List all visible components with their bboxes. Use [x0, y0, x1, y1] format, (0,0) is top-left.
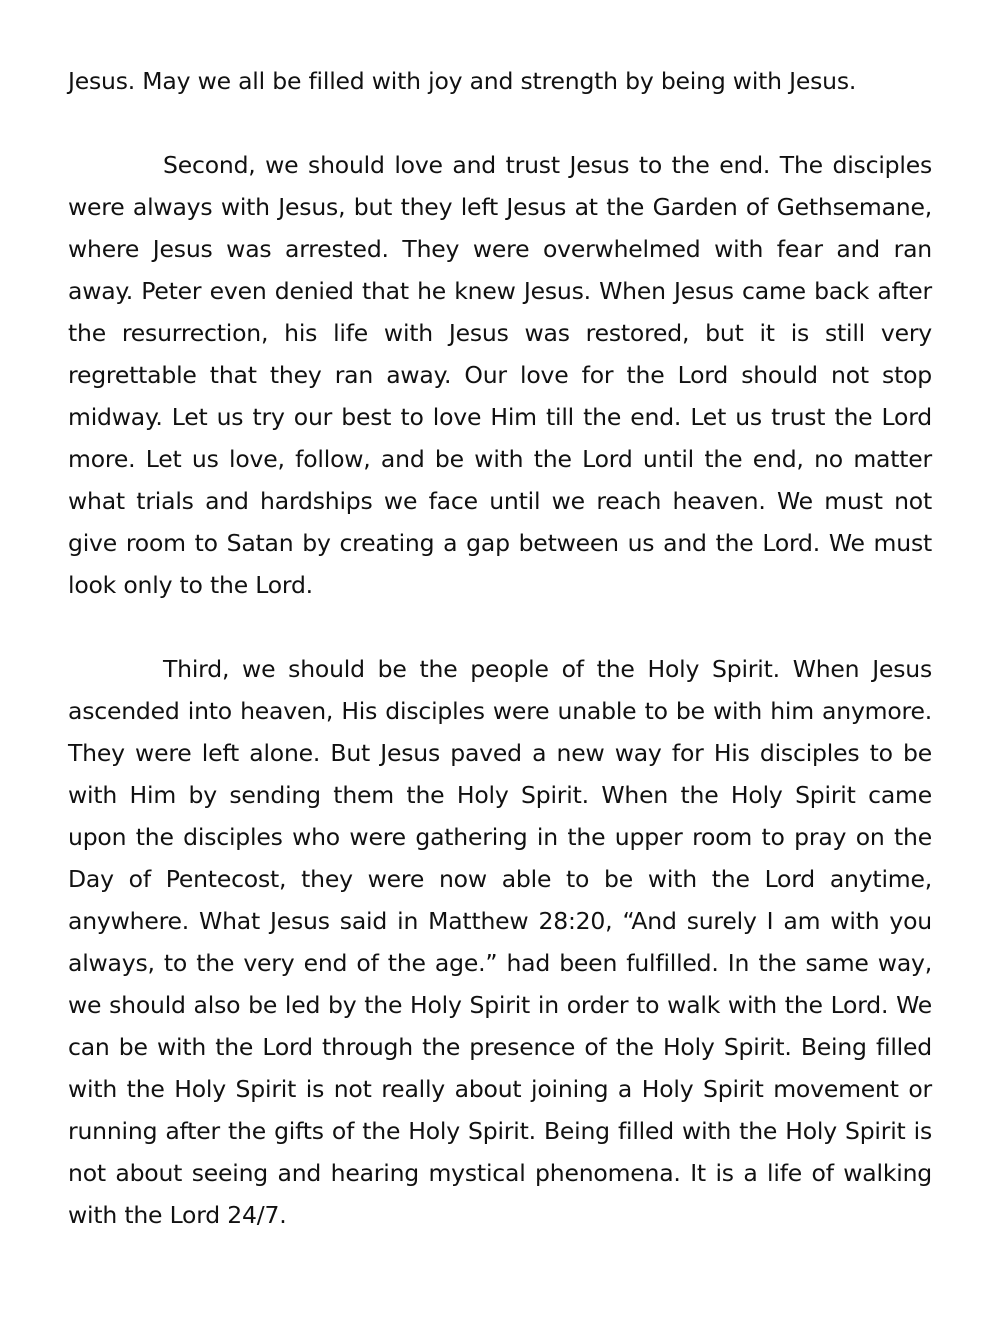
paragraph-third-point: Third, we should be the people of the Holy Spirit. When Jesus ascended into heaven, His disciples were unable to be with him anymore. They were left alone. But Jesus paved a new way for His disciples to be with Him by sending them the Holy Spirit. When the Holy Spirit came upon the disciples who were gathering in the upper room to pray on the Day of Pentecost, they were now able to be with the Lord anytime, anywhere. What Jesus said in Matthew 28:20, “And surely I am with you always, to the very end of the age.” had been fulfilled. In the same way, we should also be led by the Holy Spirit in order to walk with the Lord. We can be with the Lord through the presence of the Holy Spirit. Being filled with the Holy Spirit is not really about joining a Holy Spirit movement or running after the gifts of the Holy Spirit. Being filled with the Holy Spirit is not about seeing and hearing mystical phenomena. It is a life of walking with the Lord 24/7. — [68, 655, 932, 1229]
document-page — [68, 60, 932, 1236]
paragraph-second-point: Second, we should love and trust Jesus to the end. The disciples were always with Jesus, but they left Jesus at the Garden of Gethsemane, where Jesus was arrested. They were overwhelmed with fear and ran away. Peter even denied that he knew Jesus. When Jesus came back after the resurrection, his life with Jesus was restored, but it is still very regrettable that they ran away. Our love for the Lord should not stop midway. Let us try our best to love Him till the end. Let us trust the Lord more. Let us love, follow, and be with the Lord until the end, no matter what trials and hardships we face until we reach heaven. We must not give room to Satan by creating a gap between us and the Lord. We must look only to the Lord. — [68, 151, 932, 599]
paragraph-continuation: Jesus. May we all be filled with joy and strength by being with Jesus. — [68, 67, 857, 95]
